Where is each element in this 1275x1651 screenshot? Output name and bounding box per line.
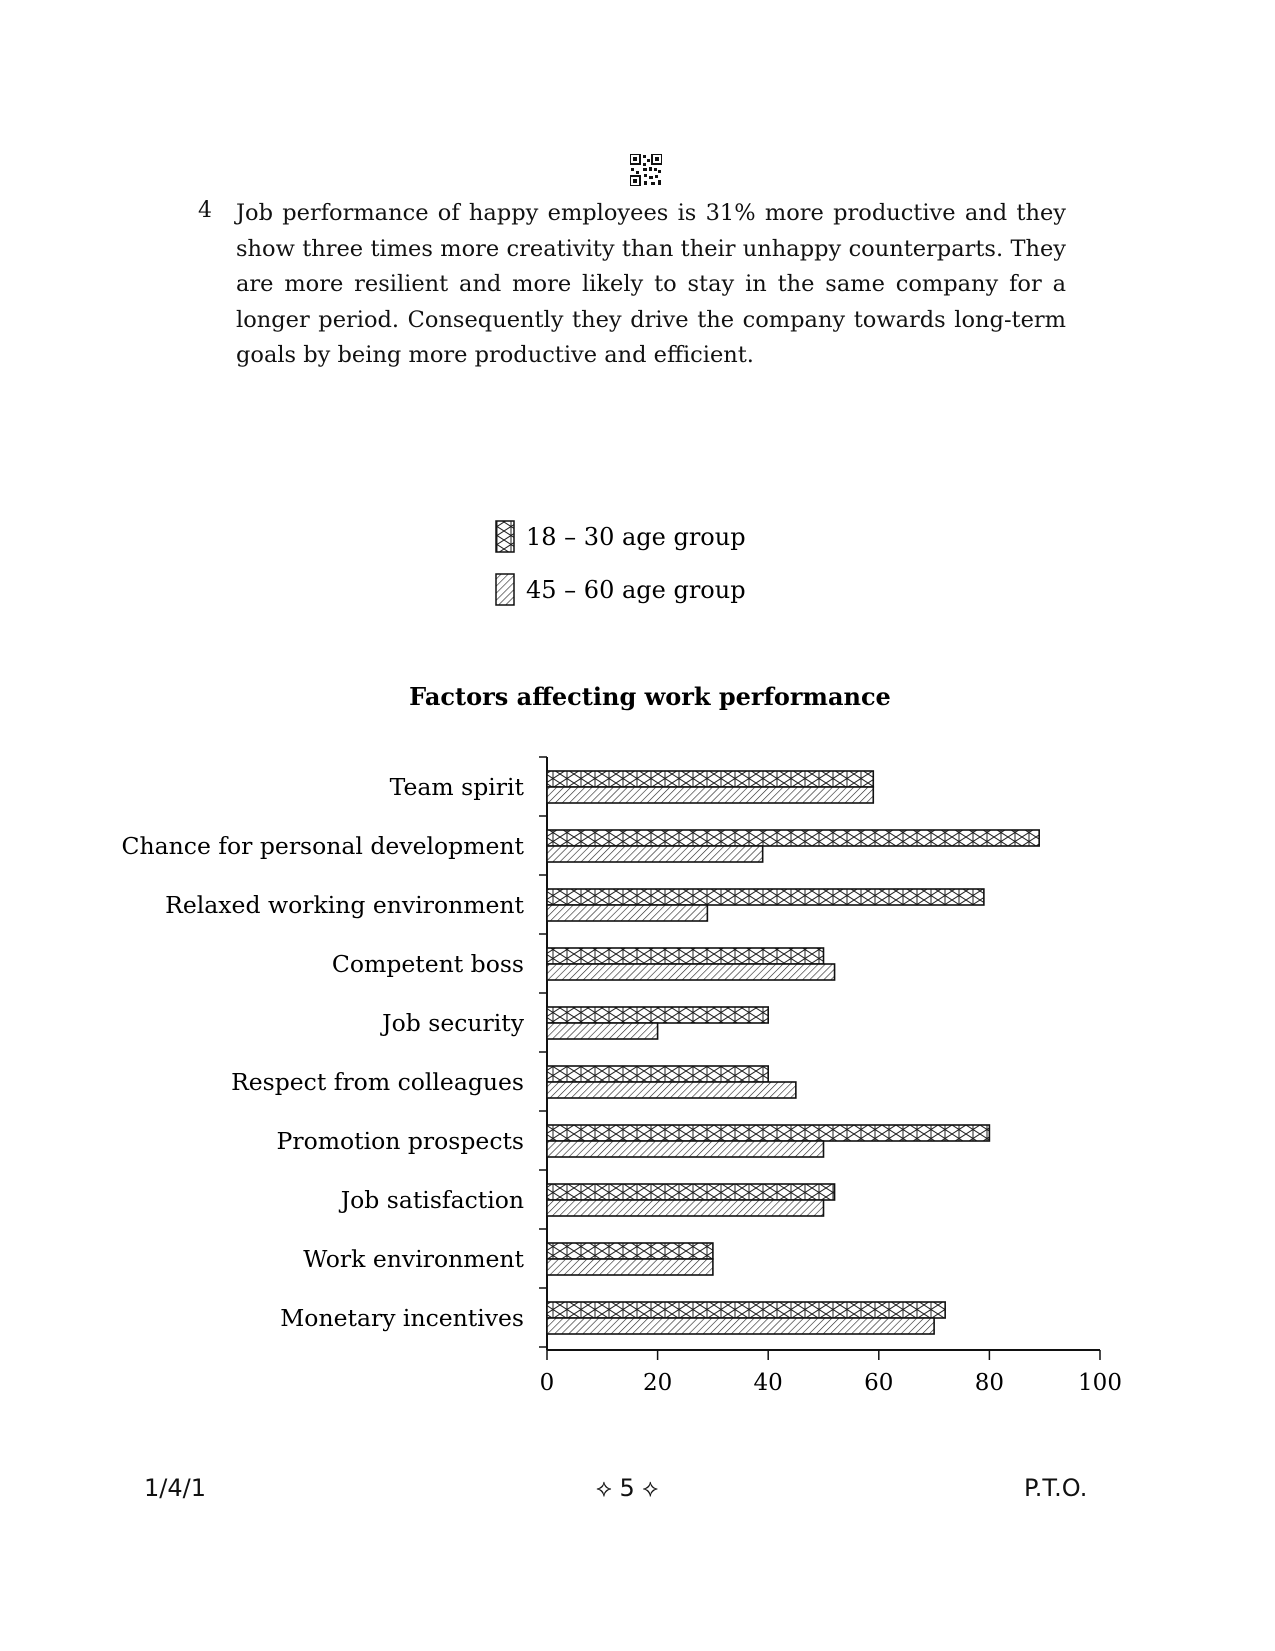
chart-bars bbox=[547, 771, 1039, 1334]
legend-label-45-60: 45 – 60 age group bbox=[526, 576, 746, 604]
bar-18-30 bbox=[547, 1007, 768, 1023]
bar-45-60 bbox=[547, 1023, 658, 1039]
chart-title: Factors affecting work performance bbox=[409, 682, 891, 711]
category-label: Work environment bbox=[303, 1245, 524, 1273]
category-label: Chance for personal development bbox=[121, 832, 524, 860]
page-number: ⟡ 5 ⟡ bbox=[596, 1474, 659, 1502]
bar-45-60 bbox=[547, 1082, 796, 1098]
category-label: Respect from colleagues bbox=[231, 1068, 524, 1096]
x-tick-label: 40 bbox=[753, 1370, 783, 1396]
bar-45-60 bbox=[547, 846, 763, 862]
please-turn-over: P.T.O. bbox=[1024, 1474, 1088, 1502]
category-labels bbox=[122, 773, 525, 1332]
category-label: Promotion prospects bbox=[276, 1127, 524, 1155]
legend-swatch-45-60 bbox=[496, 574, 514, 605]
bar-18-30 bbox=[547, 1243, 713, 1259]
category-label: Competent boss bbox=[331, 950, 524, 978]
bar-45-60 bbox=[547, 964, 835, 980]
bar-18-30 bbox=[547, 1125, 989, 1141]
bar-45-60 bbox=[547, 905, 707, 921]
bar-18-30 bbox=[547, 948, 824, 964]
x-tick-label: 20 bbox=[642, 1370, 673, 1396]
question-number: 4 bbox=[198, 198, 212, 223]
category-label: Job satisfaction bbox=[340, 1186, 524, 1214]
bar-18-30 bbox=[547, 1302, 945, 1318]
bar-18-30 bbox=[547, 771, 873, 787]
bar-18-30 bbox=[547, 830, 1039, 846]
legend-label-18-30: 18 – 30 age group bbox=[526, 523, 746, 551]
category-label: Job security bbox=[382, 1009, 524, 1037]
x-tick-label: 0 bbox=[539, 1370, 555, 1396]
x-tick-label: 100 bbox=[1078, 1370, 1122, 1396]
bar-45-60 bbox=[547, 1318, 934, 1334]
footer-code: 1/4/1 bbox=[144, 1474, 206, 1502]
bar-45-60 bbox=[547, 1259, 713, 1275]
category-label: Monetary incentives bbox=[280, 1304, 524, 1332]
bar-18-30 bbox=[547, 1184, 835, 1200]
x-tick-label: 80 bbox=[974, 1370, 1005, 1396]
bar-45-60 bbox=[547, 1141, 824, 1157]
category-label: Relaxed working environment bbox=[165, 891, 524, 919]
bar-18-30 bbox=[547, 889, 984, 905]
bar-45-60 bbox=[547, 787, 873, 803]
bar-45-60 bbox=[547, 1200, 824, 1216]
category-label: Team spirit bbox=[389, 773, 524, 801]
x-tick-label: 60 bbox=[864, 1370, 894, 1396]
x-tick-labels bbox=[540, 1370, 1122, 1396]
legend-swatch-18-30 bbox=[496, 521, 514, 552]
chart-legend bbox=[496, 521, 746, 605]
question-text: Job performance of happy employees is 31% more productive and they show three times more creativity than their unhappy counterparts. They are more resilient and more likely to stay in the same company for a longer period. Consequently they drive the company towards long-term goals by being more productive and efficient. bbox=[236, 200, 1066, 368]
bar-18-30 bbox=[547, 1066, 768, 1082]
